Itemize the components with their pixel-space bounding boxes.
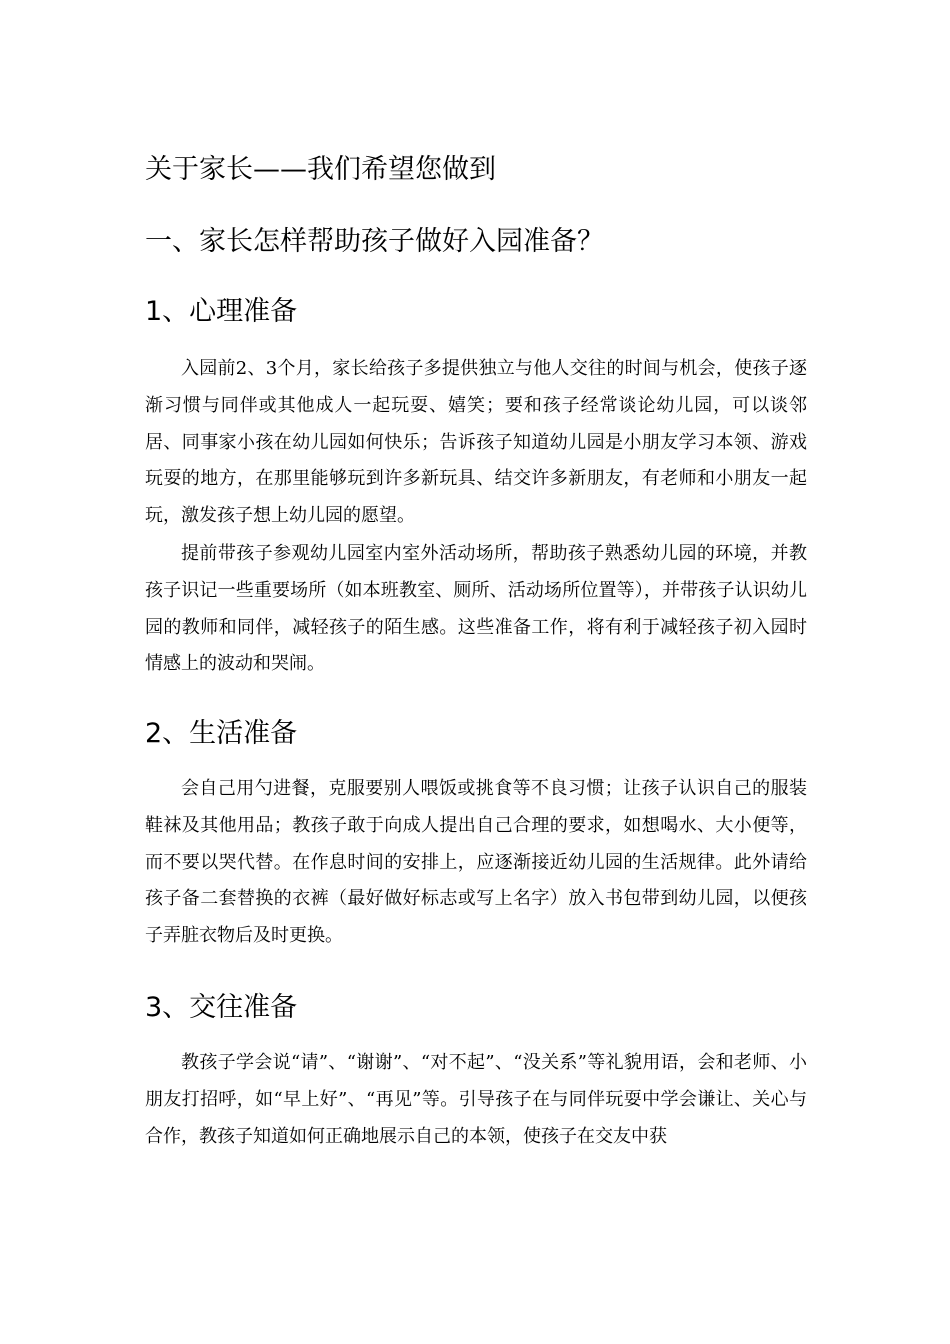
subsection-heading-daily-life: 2、生活准备 (145, 718, 298, 749)
paragraph: 提前带孩子参观幼儿园室内室外活动场所，帮助孩子熟悉幼儿园的环境，并教孩子识记一些重要场所（如本班教室、厕所、活动场所位置等），并带孩子认识幼儿园的教师和同伴，减轻孩子的陌生感。这些准备工作，将有利于减轻孩子初入园时情感上的波动和哭闹。 (145, 543, 807, 675)
subsection-heading-psychological: 1、心理准备 (145, 296, 298, 327)
paragraph: 入园前2、3个月，家长给孩子多提供独立与他人交往的时间与机会，使孩子逐渐习惯与同伴或其他成人一起玩耍、嬉笑；要和孩子经常谈论幼儿园，可以谈邻居、同事家小孩在幼儿园如何快乐；告诉孩子知道幼儿园是小朋友学习本领、游戏玩耍的地方，在那里能够玩到许多新玩具、结交许多新朋友，有老师和小朋友一起玩，激发孩子想上幼儿园的愿望。 (145, 358, 807, 527)
document-title: 关于家长——我们希望您做到 (145, 154, 496, 185)
section-heading: 一、家长怎样帮助孩子做好入园准备？ (145, 226, 604, 257)
paragraph: 教孩子学会说“请”、“谢谢”、“对不起”、“没关系”等礼貌用语，会和老师、小朋友打招呼，如“早上好”、“再见”等。引导孩子在与同伴玩耍中学会谦让、关心与合作，教孩子知道如何正确地展示自己的本领，使孩子在交友中获 (145, 1052, 807, 1147)
paragraph: 会自己用勺进餐，克服要别人喂饭或挑食等不良习惯；让孩子认识自己的服装鞋袜及其他用品；教孩子敢于向成人提出自己合理的要求，如想喝水、大小便等，而不要以哭代替。在作息时间的安排上，应逐渐接近幼儿园的生活规律。此外请给孩子备二套替换的衣裤（最好做好标志或写上名字）放入书包带到幼儿园，以便孩子弄脏衣物后及时更换。 (145, 778, 807, 947)
subsection-heading-social: 3、交往准备 (145, 992, 298, 1023)
